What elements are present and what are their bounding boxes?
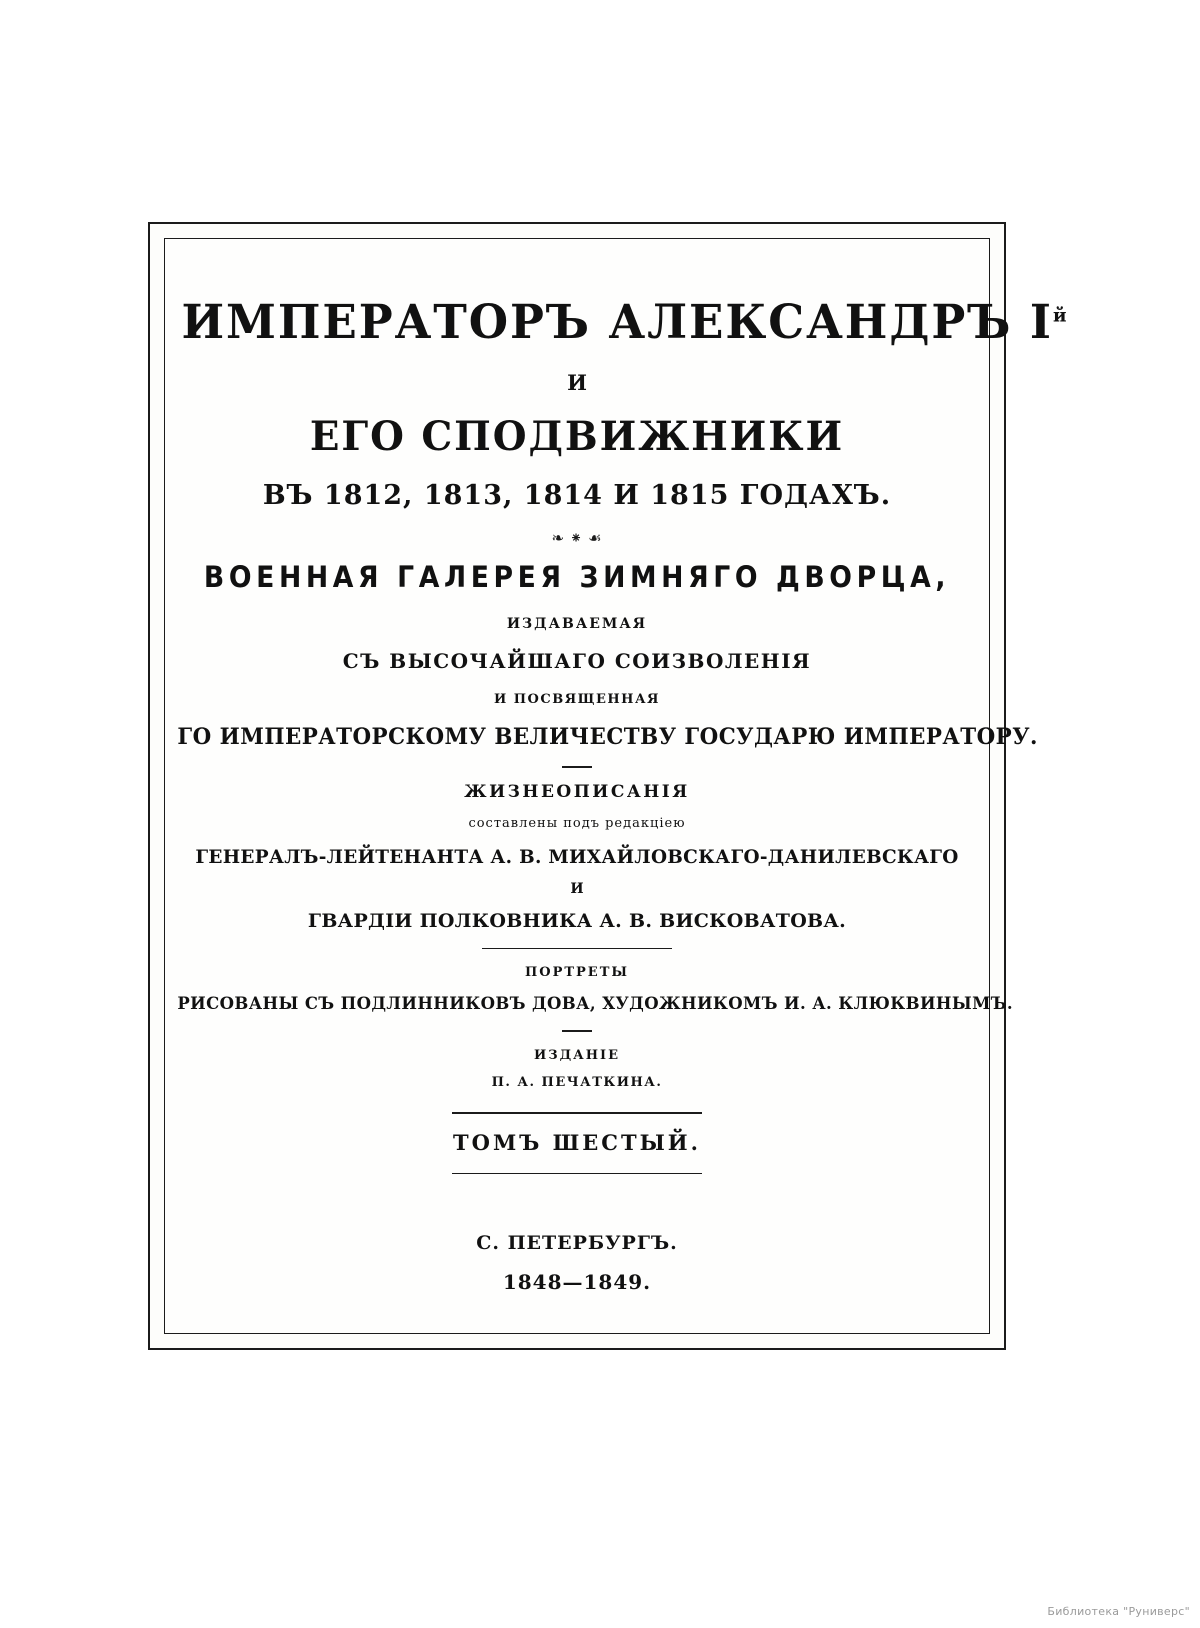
- majesty-dedication-line: ГО ИМПЕРАТОРСКОМУ ВЕЛИЧЕСТВУ ГОСУДАРЮ ИМПЕРАТОРУ.: [177, 724, 1038, 750]
- main-title-superscript: й: [1052, 304, 1067, 327]
- portraits-label: ПОРТРЕТЫ: [524, 965, 630, 980]
- divider-volume-top: [452, 1112, 702, 1114]
- dedicated-label: И ПОСВЯЩЕННАЯ: [493, 692, 661, 707]
- volume-label: ТОМЪ ШЕСТЫЙ.: [453, 1129, 701, 1155]
- editor-name-2: ГВАРДІИ ПОЛКОВНИКА А. В. ВИСКОВАТОВА.: [307, 910, 847, 932]
- main-title-text: ИМПЕРАТОРЪ АЛЕКСАНДРЪ I: [181, 295, 1053, 350]
- conjunction-1: И: [567, 370, 587, 395]
- publication-dates: 1848—1849.: [502, 1270, 652, 1294]
- editor-name-1: ГЕНЕРАЛЪ-ЛЕЙТЕНАНТА А. В. МИХАЙЛОВСКАГО-ДАНИЛЕВСКАГО: [195, 846, 959, 868]
- compiled-under-label: составлены подъ редакціею: [468, 816, 686, 831]
- scanned-page: [148, 222, 1067, 1350]
- years-line: ВЪ 1812, 1813, 1814 И 1815 ГОДАХЪ.: [262, 480, 892, 511]
- page-border-inner: [164, 238, 1067, 1334]
- gallery-subtitle: ВОЕННАЯ ГАЛЕРЕЯ ЗИМНЯГО ДВОРЦА,: [203, 560, 951, 594]
- edition-label: ИЗДАНІЕ: [533, 1048, 621, 1063]
- divider-short-2: [562, 1030, 592, 1032]
- ornament-divider-icon: ❧ ⁕ ☙: [551, 531, 603, 547]
- portraits-credit-line: РИСОВАНЫ СЪ ПОДЛИННИКОВЪ ДОВА, ХУДОЖНИКОМЪ И. А. КЛЮКВИНЫМЪ.: [177, 994, 1014, 1014]
- consent-line: СЪ ВЫСОЧАЙШАГО СОИЗВОЛЕНІЯ: [342, 649, 812, 673]
- divider-volume-bottom: [452, 1173, 702, 1175]
- library-watermark: Библиотека "Руниверс": [1047, 1605, 1190, 1618]
- main-title-line-2: ЕГО СПОДВИЖНИКИ: [309, 413, 845, 460]
- divider-short-1: [562, 766, 592, 768]
- main-title-line-1: [181, 295, 1067, 350]
- divider-medium-1: [482, 948, 672, 949]
- city-of-publication: С. ПЕТЕРБУРГЪ.: [476, 1232, 678, 1254]
- conjunction-2: И: [570, 881, 584, 897]
- published-label: ИЗДАВАЕМАЯ: [506, 616, 648, 632]
- publisher-name: П. А. ПЕЧАТКИНА.: [491, 1075, 663, 1090]
- title-page-content: [165, 293, 1067, 1294]
- biographies-label: ЖИЗНЕОПИСАНІЯ: [464, 782, 690, 802]
